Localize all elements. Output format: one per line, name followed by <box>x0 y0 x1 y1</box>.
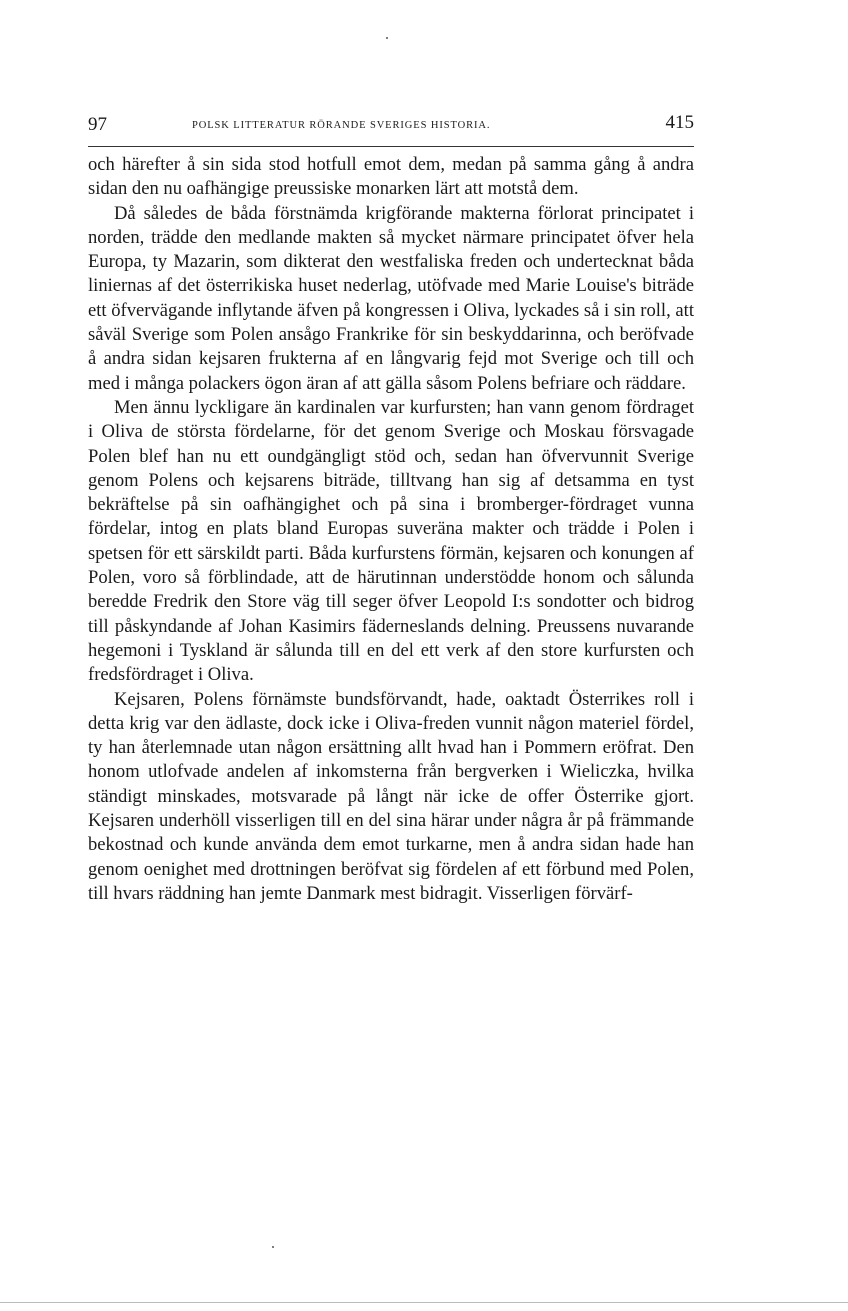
paragraph-3: Men ännu lyckligare än kardinalen var kurfursten; han vann genom fördraget i Oliva de största fördelarne, för det genom Sverige och Moskau försvagade Polen blef han nu ett oundgängligt stöd och, sedan han öfvervunnit Sverige genom Polens och kejsarens biträde, tilltvang han sig af detsamma en tyst bekräftelse på sin oafhängighet och på sina i bromberger-fördraget vunna fördelar, intog en plats bland Europas suveräna makter och trädde i Polen i spetsen för ett särskildt parti. Båda kurfurstens förmän, kejsaren och konungen af Polen, voro så förblindade, att de härutinnan understödde honom och sålunda beredde Fredrik den Store väg till seger öfver Leopold I:s sondotter och bidrog till påskyndande af Johan Kasimirs fäderneslands delning. Preussens nuvarande hegemoni i Tyskland är sålunda till en del ett verk af den store kurfursten och fredsfördraget i Oliva. <box>88 396 694 686</box>
running-title: POLSK LITTERATUR RÖRANDE SVERIGES HISTORIA. <box>192 120 491 131</box>
paragraph-2: Då således de båda förstnämda krigförande makterna förlorat principatet i norden, trädde den medlande makten så mycket närmare principatet öfver hela Europa, ty Mazarin, som dikterat den westfaliska freden och undertecknat båda liniernas af det österrikiska huset nederlag, utöfvade med Marie Louise's biträde ett öfvervägande inflytande äfven på kongressen i Oliva, lyckades så i sin roll, att såväl Sverige som Polen ansågo Frankrike för sin beskyddarinna, och beröfvade å andra sidan kejsaren frukterna af en långvarig fejd mot Sverige och till och med i många polackers ögon äran af att gälla såsom Polens befriare och räddare. <box>88 202 694 394</box>
body-text <box>88 153 694 906</box>
page-header <box>88 112 694 142</box>
page-bottom-edge <box>0 1302 848 1303</box>
speck-top <box>386 37 388 39</box>
paragraph-4: Kejsaren, Polens förnämste bundsförvandt, hade, oaktadt Österrikes roll i detta krig var den ädlaste, dock icke i Oliva-freden vunnit någon materiel fördel, ty han återlemnade utan någon ersättning allt hvad han i Pommern eröfrat. Den honom utlofvade andelen af inkomsterna från bergverken i Wieliczka, hvilka ständigt minskades, motsvarade på långt när icke de offer Österrike gjort. Kejsaren underhöll visserligen till en del sina härar under några år på främmande bekostnad och kunde använda dem emot turkarne, men å andra sidan hade han genom oenighet med drottningen beröfvat sig fördelen af ett förbund med Polen, till hvars räddning han jemte Danmark mest bidragit. Visserligen förvärf- <box>88 688 694 904</box>
left-number: 97 <box>88 114 107 135</box>
header-rule <box>88 146 694 147</box>
page-number: 415 <box>665 112 694 133</box>
paragraph-1: och härefter å sin sida stod hotfull emot dem, medan på samma gång å andra sidan den nu oafhängige preussiske monarken lärt att motstå dem. <box>88 154 694 200</box>
speck-bottom <box>272 1246 274 1248</box>
